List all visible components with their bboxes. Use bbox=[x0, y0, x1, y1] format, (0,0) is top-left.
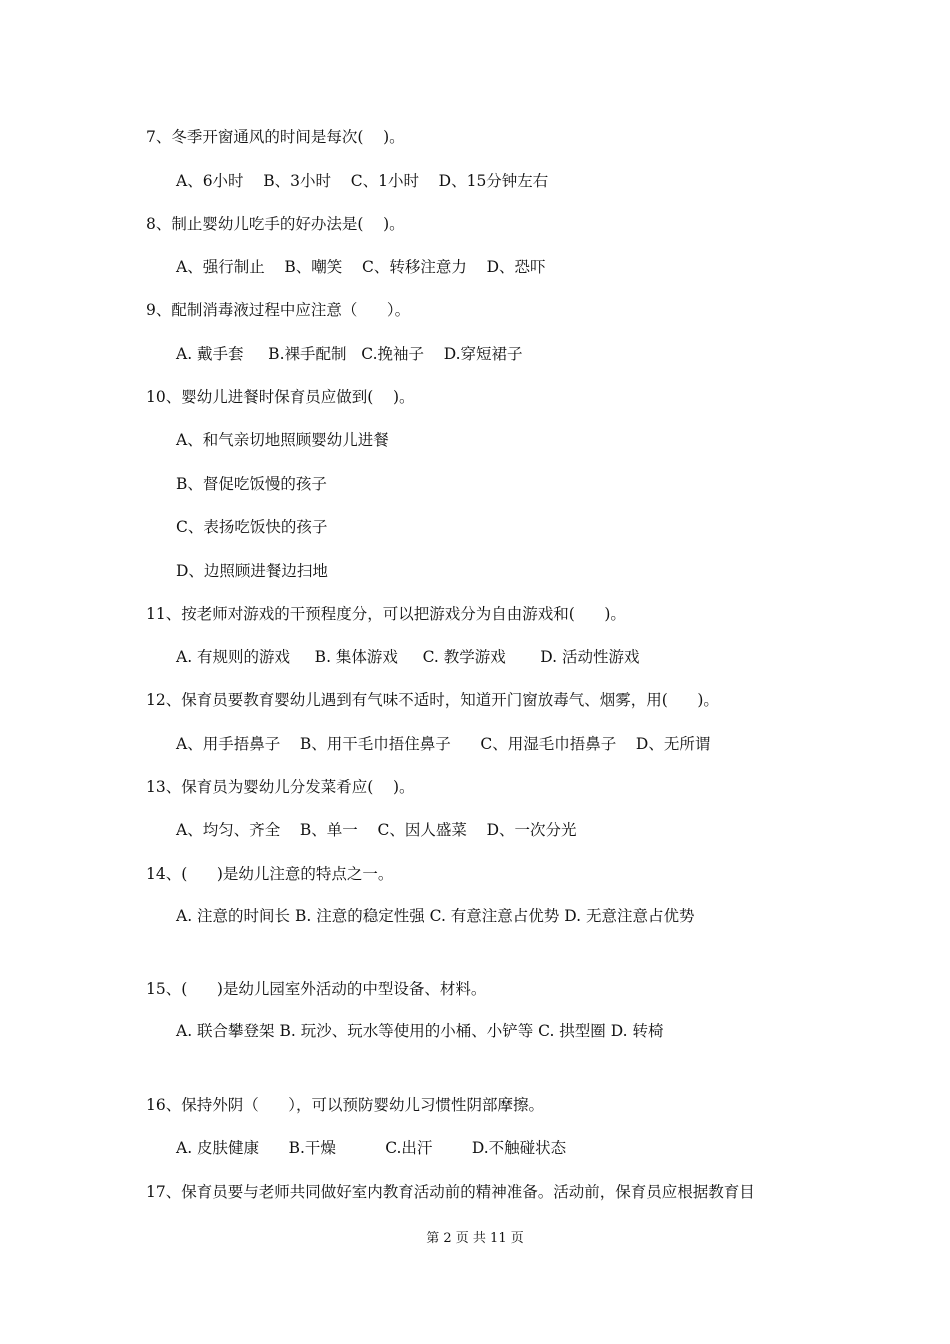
question-16-options: A. 皮肤健康 B.干燥 C.出汗 D.不触碰状态 bbox=[176, 1139, 567, 1157]
question-12: 12、保育员要教育婴幼儿遇到有气味不适时，知道开门窗放毒气、烟雾，用( )。 bbox=[146, 691, 719, 709]
question-14: 14、( )是幼儿注意的特点之一。 bbox=[146, 865, 394, 883]
question-14-options: A. 注意的时间长 B. 注意的稳定性强 C. 有意注意占优势 D. 无意注意占优势 bbox=[176, 907, 695, 925]
question-16: 16、保持外阴（ ），可以预防婴幼儿习惯性阴部摩擦。 bbox=[146, 1096, 545, 1114]
question-13-options: A、均匀、齐全 B、单一 C、因人盛菜 D、一次分光 bbox=[176, 821, 577, 839]
question-9-options: A. 戴手套 B.裸手配制 C.挽袖子 D.穿短裙子 bbox=[176, 345, 523, 363]
question-9: 9、配制消毒液过程中应注意（ ）。 bbox=[146, 301, 411, 319]
question-10-option-d: D、边照顾进餐边扫地 bbox=[176, 562, 328, 580]
question-17: 17、保育员要与老师共同做好室内教育活动前的精神准备。活动前，保育员应根据教育目 bbox=[146, 1183, 755, 1201]
question-10-option-c: C、表扬吃饭快的孩子 bbox=[176, 518, 328, 536]
question-10-option-a: A、和气亲切地照顾婴幼儿进餐 bbox=[176, 431, 389, 449]
question-12-options: A、用手捂鼻子 B、用干毛巾捂住鼻子 C、用湿毛巾捂鼻子 D、无所谓 bbox=[176, 735, 711, 753]
question-8: 8、制止婴幼儿吃手的好办法是( )。 bbox=[146, 215, 405, 233]
page-footer: 第 2 页 共 11 页 bbox=[426, 1231, 524, 1246]
question-11-options: A. 有规则的游戏 B. 集体游戏 C. 教学游戏 D. 活动性游戏 bbox=[176, 648, 640, 666]
question-10: 10、婴幼儿进餐时保育员应做到( )。 bbox=[146, 388, 415, 406]
question-13: 13、保育员为婴幼儿分发菜肴应( )。 bbox=[146, 778, 415, 796]
question-7-options: A、6小时 B、3小时 C、1小时 D、15分钟左右 bbox=[176, 172, 549, 190]
question-8-options: A、强行制止 B、嘲笑 C、转移注意力 D、恐吓 bbox=[176, 258, 546, 276]
question-11: 11、按老师对游戏的干预程度分，可以把游戏分为自由游戏和( )。 bbox=[146, 605, 626, 623]
question-15: 15、( )是幼儿园室外活动的中型设备、材料。 bbox=[146, 980, 487, 998]
question-7: 7、冬季开窗通风的时间是每次( )。 bbox=[146, 128, 405, 146]
question-10-option-b: B、督促吃饭慢的孩子 bbox=[176, 475, 327, 493]
question-15-options: A. 联合攀登架 B. 玩沙、玩水等使用的小桶、小铲等 C. 拱型圈 D. 转椅 bbox=[176, 1022, 664, 1040]
